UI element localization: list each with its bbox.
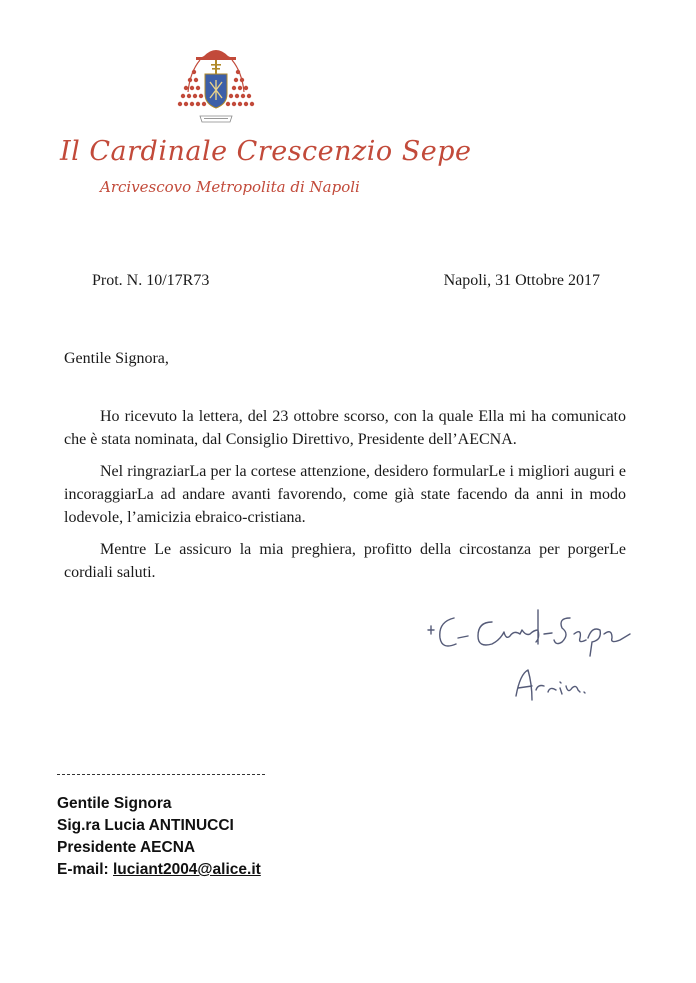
body-paragraph: Ho ricevuto la lettera, del 23 ottobre scorso, con la quale Ella mi ha comunicato che è stata nominata, dal Consiglio Direttivo, Presidente dell’AECNA. [64, 408, 626, 448]
letterhead-name: Il Cardinale Crescenzio Sepe [60, 136, 472, 167]
email-label: E-mail: [57, 861, 109, 878]
salutation: Gentile Signora, [64, 350, 169, 367]
divider-line [57, 774, 265, 775]
signature [420, 600, 650, 720]
body-paragraph: Nel ringraziarLa per la cortese attenzione, desidero formularLe i migliori auguri e incoraggiarLa ad andare avanti favorendo, come già state facendo da anni in modo lodevole, l’amicizia ebraico-cristiana. [64, 463, 626, 526]
recipient-email-line [57, 859, 261, 881]
email-link[interactable]: luciant2004@alice.it [113, 861, 261, 878]
recipient-role: Presidente AECNA [57, 839, 196, 856]
recipient-name: Sig.ra Lucia ANTINUCCI [57, 817, 234, 834]
recipient-block [57, 793, 261, 881]
body-paragraph: Mentre Le assicuro la mia preghiera, profitto della circostanza per porgerLe cordiali saluti. [64, 541, 626, 581]
letterhead-title: Arcivescovo Metropolita di Napoli [100, 178, 360, 196]
coat-of-arms-icon [176, 42, 256, 134]
letter-date: Napoli, 31 Ottobre 2017 [443, 272, 600, 289]
recipient-salutation: Gentile Signora [57, 795, 172, 812]
letter-body [64, 405, 626, 593]
protocol-number: Prot. N. 10/17R73 [92, 272, 210, 289]
